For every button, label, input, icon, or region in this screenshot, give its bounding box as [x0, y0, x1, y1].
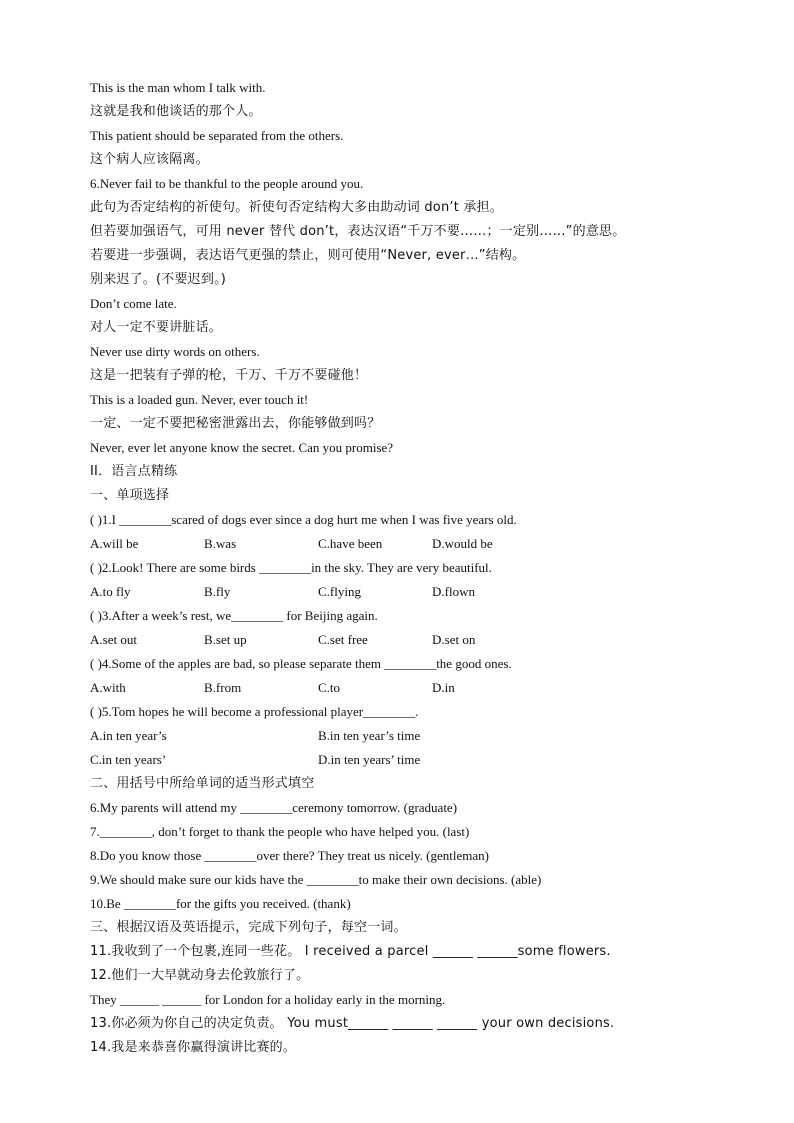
example-sentence-cn: 别来迟了。(不要迟到。) [90, 272, 227, 287]
mcq-option: B.in ten year’s time [318, 728, 421, 743]
explanation-text: 此句为否定结构的祈使句。祈使句否定结构大多由助动词 don’t 承担。 [90, 200, 503, 215]
translation-question: 14.我是来恭喜你赢得演讲比赛的。 [90, 1040, 297, 1055]
fill-blank-question: 9.We should make sure our kids have the ________to make their own decisions. (able) [90, 872, 542, 887]
mcq-option: B.was [204, 536, 237, 551]
mcq-option: C.in ten years’ [90, 752, 167, 767]
mcq-option: A.will be [90, 536, 139, 551]
mcq-option: D.in [432, 680, 455, 695]
section-heading: 二、用括号中所给单词的适当形式填空 [90, 776, 315, 791]
mcq-option: C.to [318, 680, 341, 695]
example-sentence-cn: 这是一把装有子弹的枪，千万、千万不要碰他！ [90, 368, 368, 383]
section-heading: 一、单项选择 [90, 488, 170, 503]
mcq-option: B.set up [204, 632, 247, 647]
section-heading: 三、根据汉语及英语提示，完成下列句子，每空一词。 [90, 920, 407, 935]
mcq-options [90, 535, 730, 559]
mcq-option: D.would be [432, 536, 493, 551]
translation-question: 13.你必须为你自己的决定负责。 You must______ ______ ______ your own decisions. [90, 1016, 615, 1031]
mcq-option: A.in ten year’s [90, 728, 167, 743]
document-body [90, 79, 730, 1063]
part-heading: II．语言点精练 [90, 464, 178, 479]
example-sentence-en: This is the man whom I talk with. [90, 80, 266, 95]
mcq-question: ( )2.Look! There are some birds ________in the sky. They are very beautiful. [90, 560, 492, 575]
translation-answer-line: They ______ ______ for London for a holiday early in the morning. [90, 992, 446, 1007]
example-sentence-en: Never, ever let anyone know the secret. Can you promise? [90, 440, 394, 455]
mcq-options [90, 631, 730, 655]
mcq-question: ( )1.I ________scared of dogs ever since a dog hurt me when I was five years old. [90, 512, 517, 527]
example-sentence-cn: 这就是我和他谈话的那个人。 [90, 104, 262, 119]
translation-question: 12.他们一大早就动身去伦敦旅行了。 [90, 968, 310, 983]
mcq-option: D.in ten years’ time [318, 752, 421, 767]
example-sentence-en: Never use dirty words on others. [90, 344, 260, 359]
mcq-option: A.set out [90, 632, 137, 647]
mcq-option: B.fly [204, 584, 231, 599]
mcq-question: ( )3.After a week’s rest, we________ for Beijing again. [90, 608, 378, 623]
mcq-option: A.with [90, 680, 126, 695]
fill-blank-question: 6.My parents will attend my ________ceremony tomorrow. (graduate) [90, 800, 458, 815]
point-heading: 6.Never fail to be thankful to the people around you. [90, 176, 364, 191]
mcq-options [90, 583, 730, 607]
example-sentence-en: Don’t come late. [90, 296, 177, 311]
mcq-option: C.have been [318, 536, 383, 551]
explanation-text: 但若要加强语气，可用 never 替代 don’t，表达汉语“千万不要……；一定别……”的意思。 [90, 224, 626, 239]
mcq-option: D.set on [432, 632, 476, 647]
example-sentence-en: This patient should be separated from the others. [90, 128, 344, 143]
mcq-option: B.from [204, 680, 242, 695]
mcq-question: ( )5.Tom hopes he will become a professional player________. [90, 704, 419, 719]
mcq-options [90, 751, 730, 775]
fill-blank-question: 8.Do you know those ________over there? They treat us nicely. (gentleman) [90, 848, 489, 863]
example-sentence-en: This is a loaded gun. Never, ever touch it! [90, 392, 309, 407]
fill-blank-question: 7.________, don’t forget to thank the people who have helped you. (last) [90, 824, 470, 839]
mcq-option: C.flying [318, 584, 361, 599]
mcq-option: C.set free [318, 632, 368, 647]
mcq-options [90, 679, 730, 703]
example-sentence-cn: 对人一定不要讲脏话。 [90, 320, 223, 335]
example-sentence-cn: 一定、一定不要把秘密泄露出去，你能够做到吗？ [90, 416, 381, 431]
translation-question: 11.我收到了一个包裹,连同一些花。 I received a parcel ______ ______some flowers. [90, 944, 611, 959]
explanation-text: 若要进一步强调，表达语气更强的禁止，则可使用“Never, ever…”结构。 [90, 248, 526, 263]
mcq-option: D.flown [432, 584, 475, 599]
mcq-question: ( )4.Some of the apples are bad, so please separate them ________the good ones. [90, 656, 512, 671]
mcq-options [90, 727, 730, 751]
mcq-option: A.to fly [90, 584, 131, 599]
example-sentence-cn: 这个病人应该隔离。 [90, 152, 209, 167]
fill-blank-question: 10.Be ________for the gifts you received. (thank) [90, 896, 351, 911]
